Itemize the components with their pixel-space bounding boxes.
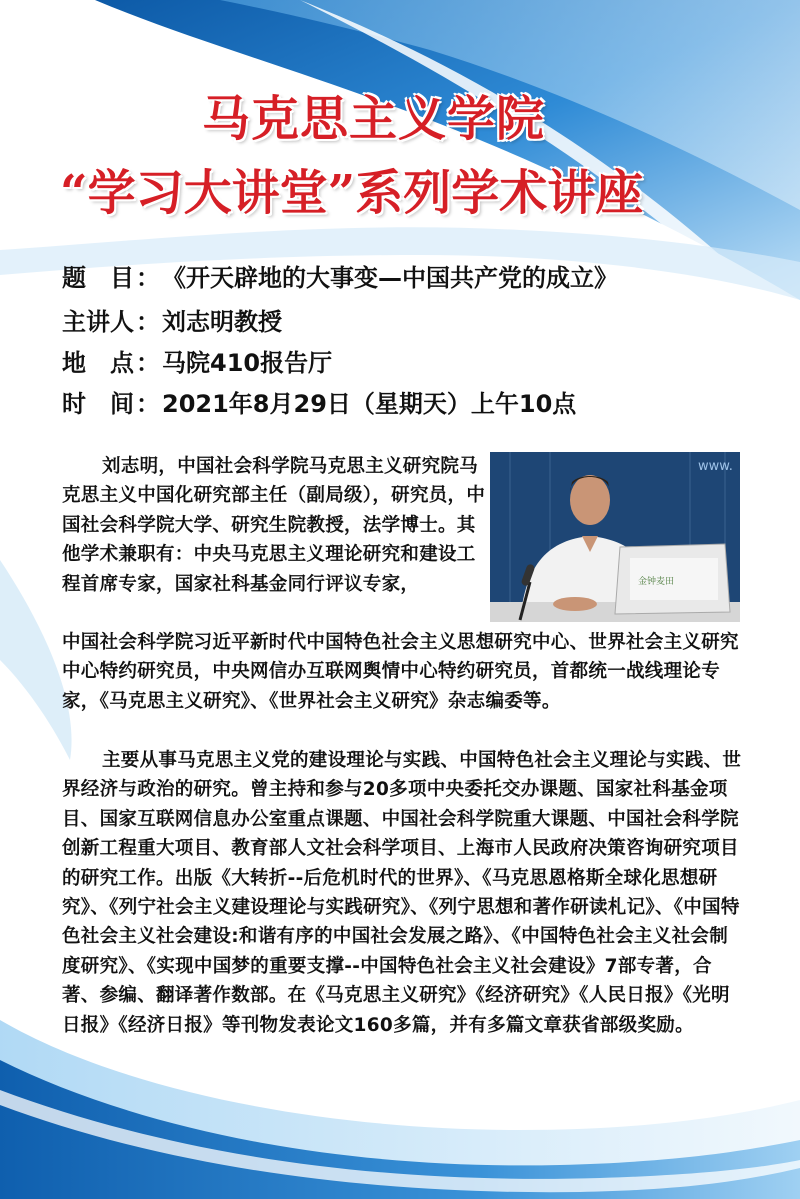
photo-watermark: www. [698, 459, 733, 474]
topic-colon: ： [136, 264, 160, 292]
laptop-text: 金钟麦田 [638, 577, 675, 587]
venue-value: 马院410报告厅 [162, 349, 333, 377]
venue-colon: ： [136, 349, 160, 377]
time-colon: ： [136, 390, 160, 418]
bio-paragraph2: 主要从事马克思主义党的建设理论与实践、中国特色社会主义理论与实践、世界经济与政治的研究。曾主持和参与20多项中央委托交办课题、国家社科基金项目、国家互联网信息办公室重点课题、中国社会科学院重大课题、中国社会科学院创新工程重大项目、教育部人文社会科学项目、上海市人民政府决策咨询研究项目的研究工作。出版《大转折--后危机时代的世界》、《马克思恩格斯全球化思想研究》、《列宁社会主义建设理论与实践研究》、《列宁思想和著作研读札记》、《中国特色社会主义社会建设:和谐有序的中国社会发展之路》、《中国特色社会主义社会制度研究》、《实现中国梦的重要支撑--中国特色社会主义社会建设》7部专著，合著、参编、翻译著作数部。在《马克思主义研究》《经济研究》《人民日报》《光明日报》《经济日报》等刊物发表论文160多篇，并有多篇文章获省部级奖励。 [62, 750, 742, 1036]
speaker-colon: ： [136, 308, 160, 336]
bio-paragraph1-part1: 刘志明，中国社会科学院马克思主义研究院马克思主义中国化研究部主任（副局级），研究员，中国社会科学院大学、研究生院教授，法学博士。其他学术兼职有：中央马克思主义理论研究和建设工程首席专家，国家社科基金同行评议专家， [62, 456, 486, 595]
bio-paragraph1-part2: 中国社会科学院习近平新时代中国特色社会主义思想研究中心、世界社会主义研究中心特约研究员，中央网信办互联网舆情中心特约研究员，首都统一战线理论专家，《马克思主义研究》、《世界社会主义研究》杂志编委等。 [62, 632, 739, 712]
info-speaker [62, 302, 282, 337]
info-time [62, 384, 576, 419]
topic-value: 《开天辟地的大事变—中国共产党的成立》 [162, 264, 618, 292]
speaker-value: 刘志明教授 [162, 308, 282, 336]
speaker-label: 主讲人 [62, 308, 134, 336]
title-line2: “学习大讲堂”系列学术讲座 [60, 165, 644, 221]
venue-label: 地 点 [62, 349, 134, 377]
info-topic [62, 258, 618, 293]
topic-label: 题 目 [62, 264, 134, 292]
speaker-photo [490, 452, 740, 622]
info-venue [62, 343, 332, 378]
time-value: 2021年8月29日（星期天）上午10点 [162, 390, 577, 418]
title-line1: 马克思主义学院 [202, 91, 546, 147]
time-label: 时 间 [62, 390, 134, 418]
